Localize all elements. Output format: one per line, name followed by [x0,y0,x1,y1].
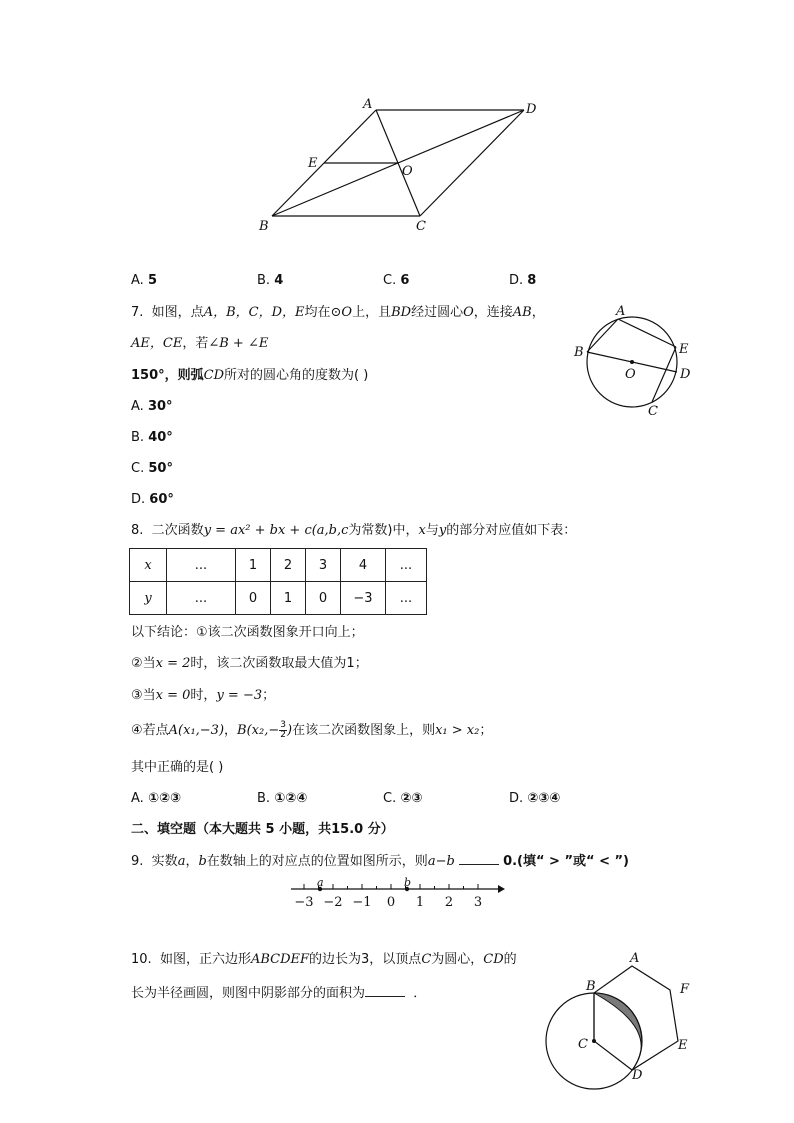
table-cell: 1 [236,549,271,582]
label-o: O [402,164,413,179]
q8-option-d[interactable]: D. ②③④ [509,791,561,806]
label-c: C [416,219,426,234]
label-d: D [632,1068,643,1083]
table-cell: 2 [271,549,306,582]
fraction-three-halves: $\frac{3}{2}$ [280,720,286,740]
q6-option-c[interactable]: C. 6 [383,273,410,288]
label-c: C [578,1037,588,1052]
axis-tick-label: 3 [473,895,483,910]
q7-option-c[interactable]: C. 50° [131,461,173,476]
table-cell: x [130,549,167,582]
q8-conclusion-1: 以下结论：①该二次函数图象开口向上； [131,625,364,640]
label-a: A [363,97,373,112]
q9-stem: 9. 实数a，b在数轴上的对应点的位置如图所示，则a−b 0.(填“ > ”或“ < ”) [131,854,629,869]
label-a: A [630,951,640,966]
label-e: E [679,342,689,357]
table-cell: 4 [341,549,386,582]
label-d: D [680,367,691,382]
section-heading: 二、填空题（本大题共 5 小题，共15.0 分） [131,822,394,837]
q6-option-a[interactable]: A. 5 [131,273,157,288]
axis-tick-label: −3 [294,895,314,910]
label-c: C [648,404,658,419]
table-cell: ... [386,549,427,582]
label-b: B [574,345,584,360]
q7-line2: AE，CE，若∠B + ∠E [131,336,269,351]
point-a-label: a [317,876,324,889]
q8-option-c[interactable]: C. ②③ [383,791,423,806]
q6-option-b[interactable]: B. 4 [257,273,284,288]
q8-option-a[interactable]: A. ①②③ [131,791,181,806]
table-cell: ... [167,582,236,615]
axis-tick-label: −2 [323,895,343,910]
label-a: A [616,304,626,319]
table-cell: 0 [306,582,341,615]
table-cell: ... [167,549,236,582]
q10-line2: 长为半径画圆，则图中阴影部分的面积为 ． [131,986,427,1001]
table-cell: −3 [341,582,386,615]
q7-line3: 150°，则弧CD所对的圆心角的度数为( ) [131,368,369,383]
label-o: O [625,367,636,382]
q8-conclusion-2: ②当x = 2时，该二次函数取最大值为1； [131,656,368,671]
label-e: E [308,156,318,171]
table-cell: 3 [306,549,341,582]
q8-option-b[interactable]: B. ①②④ [257,791,308,806]
q7-option-a[interactable]: A. 30° [131,399,173,414]
axis-tick-label: 0 [386,895,396,910]
q7-option-b[interactable]: B. 40° [131,430,173,445]
label-d: D [526,102,537,117]
axis-tick-label: −1 [352,895,372,910]
label-f: F [680,982,690,997]
q8-stem: 8. 二次函数y = ax² + bx + c(a,b,c为常数)中，x与y的部分对应值如下表： [131,523,577,538]
table-cell: y [130,582,167,615]
axis-tick-label: 1 [415,895,425,910]
q8-ask: 其中正确的是( ) [131,760,224,775]
q6-option-d[interactable]: D. 8 [509,273,537,288]
q10-line1: 10. 如图，正六边形ABCDEF的边长为3，以顶点C为圆心，CD的 [131,952,517,967]
axis-tick-label: 2 [444,895,454,910]
table-cell: ... [386,582,427,615]
label-b: B [259,219,269,234]
table-cell: 0 [236,582,271,615]
center-c-dot [592,1039,596,1043]
label-b: B [586,979,596,994]
table-cell: 1 [271,582,306,615]
label-e: E [678,1038,688,1053]
q7-option-d[interactable]: D. 60° [131,492,174,507]
q7-line1: 7. 如图，点A，B，C，D，E均在⊙O上，且BD经过圆心O，连接AB， [131,305,545,320]
q8-conclusion-3: ③当x = 0时，y = −3； [131,688,276,703]
point-b-label: b [404,876,412,889]
q8-conclusion-4: ④若点A(x₁,−3)，B(x₂,− $\frac{3}{2}$ )在该二次函数图象上，则x₁ > x₂； [131,720,493,740]
